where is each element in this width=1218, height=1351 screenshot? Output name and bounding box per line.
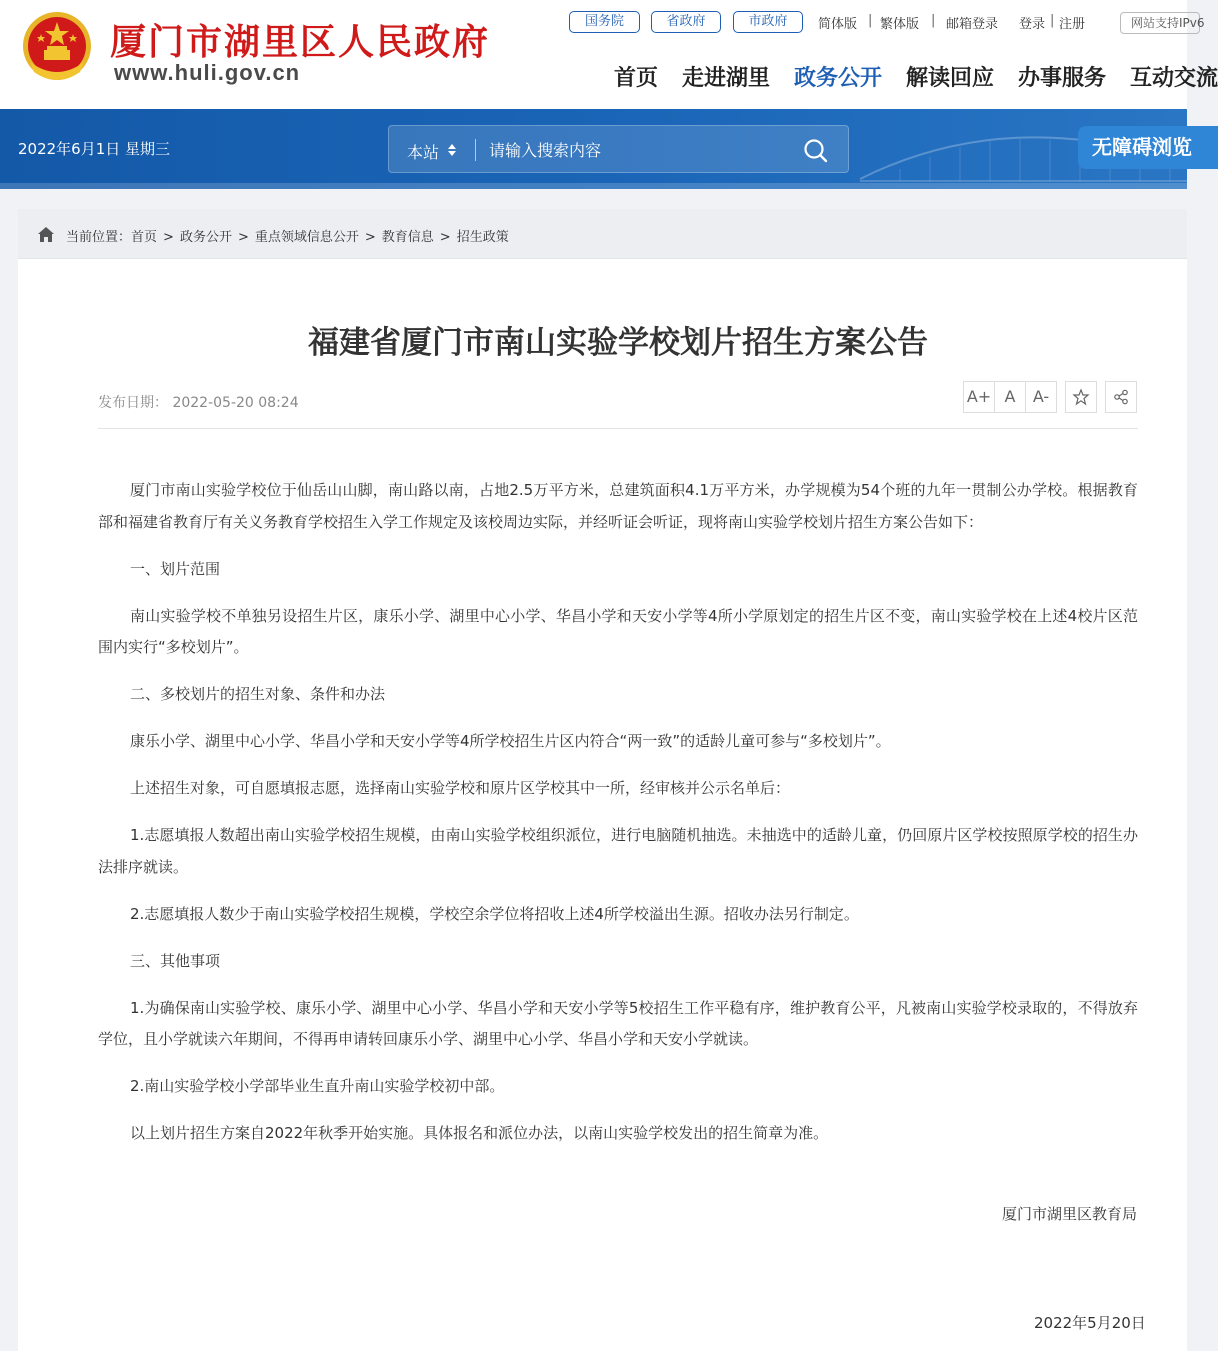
breadcrumb-separator: >: [237, 230, 249, 245]
search-icon[interactable]: [803, 138, 829, 164]
search-scope-select[interactable]: 本站: [407, 143, 440, 162]
breadcrumb-key-areas[interactable]: 重点领域信息公开: [254, 230, 359, 245]
gov-link-province[interactable]: 省政府: [651, 11, 721, 33]
sort-arrows-icon[interactable]: [447, 140, 457, 160]
article-title: 福建省厦门市南山实验学校划片招生方案公告: [308, 325, 928, 361]
paragraph: 以上划片招生方案自2022年秋季开始实施。具体报名和派位办法，以南山实验学校发出的招生简章为准。: [130, 1124, 829, 1142]
banner: [0, 109, 1192, 189]
nav-services[interactable]: 办事服务: [1018, 66, 1107, 91]
section-heading: 三、其他事项: [130, 951, 221, 970]
current-date: 2022年6月1日 星期三: [18, 140, 171, 158]
signature-organization: 厦门市湖里区教育局: [1002, 1205, 1138, 1223]
paragraph: 上述招生对象，可自愿填报志愿，选择南山实验学校和原片区学校其中一所，经审核并公示名单后：: [130, 779, 791, 797]
breadcrumb-prefix: 当前位置：: [66, 230, 132, 245]
login-link[interactable]: 登录: [1019, 17, 1046, 32]
gov-link-state-council[interactable]: 国务院: [569, 11, 640, 33]
separator: |: [1050, 13, 1055, 28]
breadcrumb-government-affairs[interactable]: 政务公开: [179, 230, 232, 245]
gov-link-city[interactable]: 市政府: [733, 11, 803, 33]
site-header: [0, 0, 1218, 109]
nav-home[interactable]: 首页: [614, 66, 659, 91]
star-icon: [1073, 389, 1089, 405]
font-decrease-button[interactable]: A-: [1025, 381, 1057, 413]
simplified-link[interactable]: 简体版: [818, 17, 858, 32]
breadcrumb-separator: >: [439, 230, 451, 245]
ipv6-support-badge: 网站支持IPv6: [1120, 12, 1200, 34]
paragraph: 南山实验学校不单独另设招生片区，康乐小学、湖里中心小学、华昌小学和天安小学等4所小学原划定的招生片区不变，南山实验学校在上述4校片区范围内实行“多校划片”。: [98, 606, 1138, 656]
favorite-button[interactable]: [1065, 381, 1097, 413]
breadcrumb: [18, 209, 1187, 259]
publish-date-label: 发布日期：: [98, 395, 168, 411]
breadcrumb-separator: >: [364, 230, 376, 245]
paragraph: 2.南山实验学校小学部毕业生直升南山实验学校初中部。: [130, 1077, 505, 1095]
traditional-link[interactable]: 繁体版: [880, 17, 920, 32]
breadcrumb-separator: >: [163, 230, 174, 245]
font-increase-button[interactable]: A+: [963, 381, 995, 413]
breadcrumb-trail: [66, 226, 509, 245]
section-heading: 二、多校划片的招生对象、条件和办法: [130, 685, 386, 703]
article-toolbar: [964, 381, 1137, 413]
article: [18, 259, 1187, 1351]
nav-government-affairs[interactable]: 政务公开: [794, 66, 883, 91]
accessibility-button[interactable]: 无障碍浏览: [1078, 126, 1218, 169]
paragraph: 厦门市南山实验学校位于仙岳山山脚，南山路以南，占地2.5万平方米，总建筑面积4.1万平方米，办学规模为54个班的九年一贯制公办学校。根据教育部和福建省教育厅有关义务教育学校招生入学工作规定及该校周边实际，并经听证会听证，现将南山实验学校划片招生方案公告如下：: [98, 481, 1138, 531]
home-icon[interactable]: [38, 227, 54, 242]
breadcrumb-home[interactable]: 首页: [131, 230, 158, 245]
nav-interaction[interactable]: 互动交流: [1130, 66, 1218, 91]
separator: |: [931, 13, 936, 28]
paragraph: 1.志愿填报人数超出南山实验学校招生规模，由南山实验学校组织派位，进行电脑随机抽选。未抽选中的适龄儿童，仍回原片区学校按照原学校的招生办法排序就读。: [98, 826, 1138, 876]
article-body: [98, 475, 1138, 1165]
register-link[interactable]: 注册: [1059, 17, 1086, 32]
mail-login-link[interactable]: 邮箱登录: [946, 17, 999, 32]
separator: |: [868, 13, 873, 28]
share-button[interactable]: [1105, 381, 1137, 413]
paragraph: 2.志愿填报人数少于南山实验学校招生规模，学校空余学位将招收上述4所学校溢出生源。招收办法另行制定。: [130, 904, 859, 923]
search-input[interactable]: [489, 134, 789, 166]
breadcrumb-enrollment-policy[interactable]: 招生政策: [456, 230, 509, 245]
signature-date: 2022年5月20日: [1034, 1314, 1146, 1332]
site-name[interactable]: 厦门市湖里区人民政府: [110, 21, 491, 63]
search-divider: [475, 139, 476, 161]
breadcrumb-education-info[interactable]: 教育信息: [381, 230, 434, 245]
nav-about-huli[interactable]: 走进湖里: [682, 66, 771, 91]
share-icon: [1113, 389, 1129, 405]
publish-date-value: 2022-05-20 08:24: [172, 395, 299, 411]
nav-interpretation[interactable]: 解读回应: [906, 66, 995, 91]
search-box: [388, 125, 849, 173]
font-default-button[interactable]: A: [994, 381, 1026, 413]
title-divider: [98, 428, 1138, 429]
national-emblem-icon: [20, 10, 94, 88]
paragraph: 1.为确保南山实验学校、康乐小学、湖里中心小学、华昌小学和天安小学等5校招生工作平稳有序，维护教育公平，凡被南山实验学校录取的，不得放弃学位，且小学就读六年期间，不得再申请转回康乐小学、湖里中心小学、华昌小学和天安小学就读。: [98, 998, 1138, 1048]
section-heading: 一、划片范围: [130, 559, 221, 578]
publish-date: [98, 392, 299, 412]
site-url[interactable]: www.huli.gov.cn: [114, 60, 301, 85]
paragraph: 康乐小学、湖里中心小学、华昌小学和天安小学等4所学校招生片区内符合“两一致”的适龄儿童可参与“多校划片”。: [130, 732, 891, 750]
